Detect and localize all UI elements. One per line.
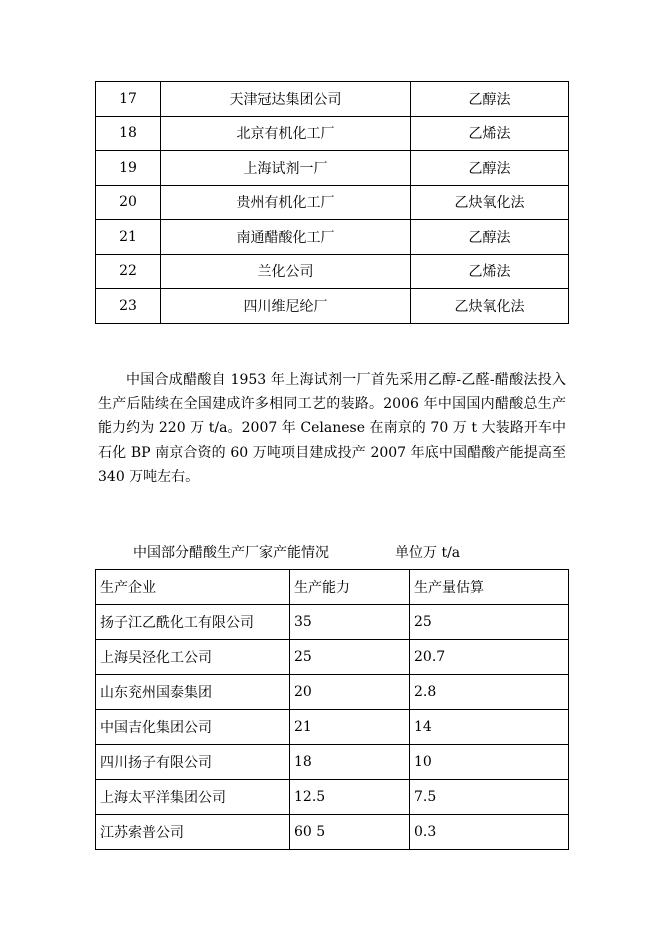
output-value: 14 xyxy=(410,710,569,745)
table-row xyxy=(96,116,569,151)
process-method: 乙炔氧化法 xyxy=(411,289,569,324)
table-row xyxy=(96,640,569,675)
company-name: 北京有机化工厂 xyxy=(161,116,411,151)
caption-title: 中国部分醋酸生产厂家产能情况 xyxy=(133,545,329,561)
company-name: 中国吉化集团公司 xyxy=(96,710,290,745)
output-value: 25 xyxy=(410,605,569,640)
row-number: 23 xyxy=(96,289,161,324)
table-row xyxy=(96,710,569,745)
row-number: 21 xyxy=(96,220,161,255)
capacity-value: 21 xyxy=(290,710,410,745)
company-name: 上海吴泾化工公司 xyxy=(96,640,290,675)
row-number: 18 xyxy=(96,116,161,151)
row-number: 17 xyxy=(96,82,161,117)
company-name: 江苏索普公司 xyxy=(96,815,290,850)
output-value: 0.3 xyxy=(410,815,569,850)
caption-unit: 单位万 t/a xyxy=(395,545,461,561)
process-method: 乙醇法 xyxy=(411,82,569,117)
output-value: 10 xyxy=(410,745,569,780)
company-name: 贵州有机化工厂 xyxy=(161,185,411,220)
row-number: 20 xyxy=(96,185,161,220)
table-row xyxy=(96,151,569,186)
table-row xyxy=(96,185,569,220)
process-method: 乙烯法 xyxy=(411,116,569,151)
company-name: 山东兖州国泰集团 xyxy=(96,675,290,710)
table-row xyxy=(96,289,569,324)
output-value: 2.8 xyxy=(410,675,569,710)
header-company: 生产企业 xyxy=(96,570,290,605)
table-caption xyxy=(133,542,460,562)
output-value: 20.7 xyxy=(410,640,569,675)
table-row xyxy=(96,220,569,255)
company-name: 四川扬子有限公司 xyxy=(96,745,290,780)
capacity-value: 60 5 xyxy=(290,815,410,850)
table-row xyxy=(96,254,569,289)
table-header-row xyxy=(96,570,569,605)
company-name: 兰化公司 xyxy=(161,254,411,289)
company-name: 四川维尼纶厂 xyxy=(161,289,411,324)
process-method: 乙炔氧化法 xyxy=(411,185,569,220)
table-row xyxy=(96,745,569,780)
process-method: 乙醇法 xyxy=(411,151,569,186)
capacity-value: 35 xyxy=(290,605,410,640)
header-output: 生产量估算 xyxy=(410,570,569,605)
capacity-value: 20 xyxy=(290,675,410,710)
company-name: 天津冠达集团公司 xyxy=(161,82,411,117)
header-capacity: 生产能力 xyxy=(290,570,410,605)
plant-process-table xyxy=(95,81,569,324)
company-name: 上海太平洋集团公司 xyxy=(96,780,290,815)
capacity-value: 12.5 xyxy=(290,780,410,815)
output-value: 7.5 xyxy=(410,780,569,815)
table-row xyxy=(96,780,569,815)
row-number: 22 xyxy=(96,254,161,289)
company-name: 南通醋酸化工厂 xyxy=(161,220,411,255)
table-row xyxy=(96,82,569,117)
capacity-value: 18 xyxy=(290,745,410,780)
capacity-table xyxy=(95,569,569,850)
table-row xyxy=(96,605,569,640)
table-row xyxy=(96,815,569,850)
row-number: 19 xyxy=(96,151,161,186)
process-method: 乙烯法 xyxy=(411,254,569,289)
body-paragraph: 中国合成醋酸自 1953 年上海试剂一厂首先采用乙醇-乙醛-醋酸法投入生产后陆续在全国建成许多相同工艺的装路。2006 年中国国内醋酸总生产能力约为 220 万 t/a。2007 年 Celanese 在南京的 70 万 t 大装路开车中石化 BP 南京合资的 60 万吨项目建成投产 2007 年底中国醋酸产能提高至 340 万吨左右。 xyxy=(98,372,566,485)
process-method: 乙醇法 xyxy=(411,220,569,255)
table-row xyxy=(96,675,569,710)
company-name: 上海试剂一厂 xyxy=(161,151,411,186)
company-name: 扬子江乙酰化工有限公司 xyxy=(96,605,290,640)
capacity-value: 25 xyxy=(290,640,410,675)
